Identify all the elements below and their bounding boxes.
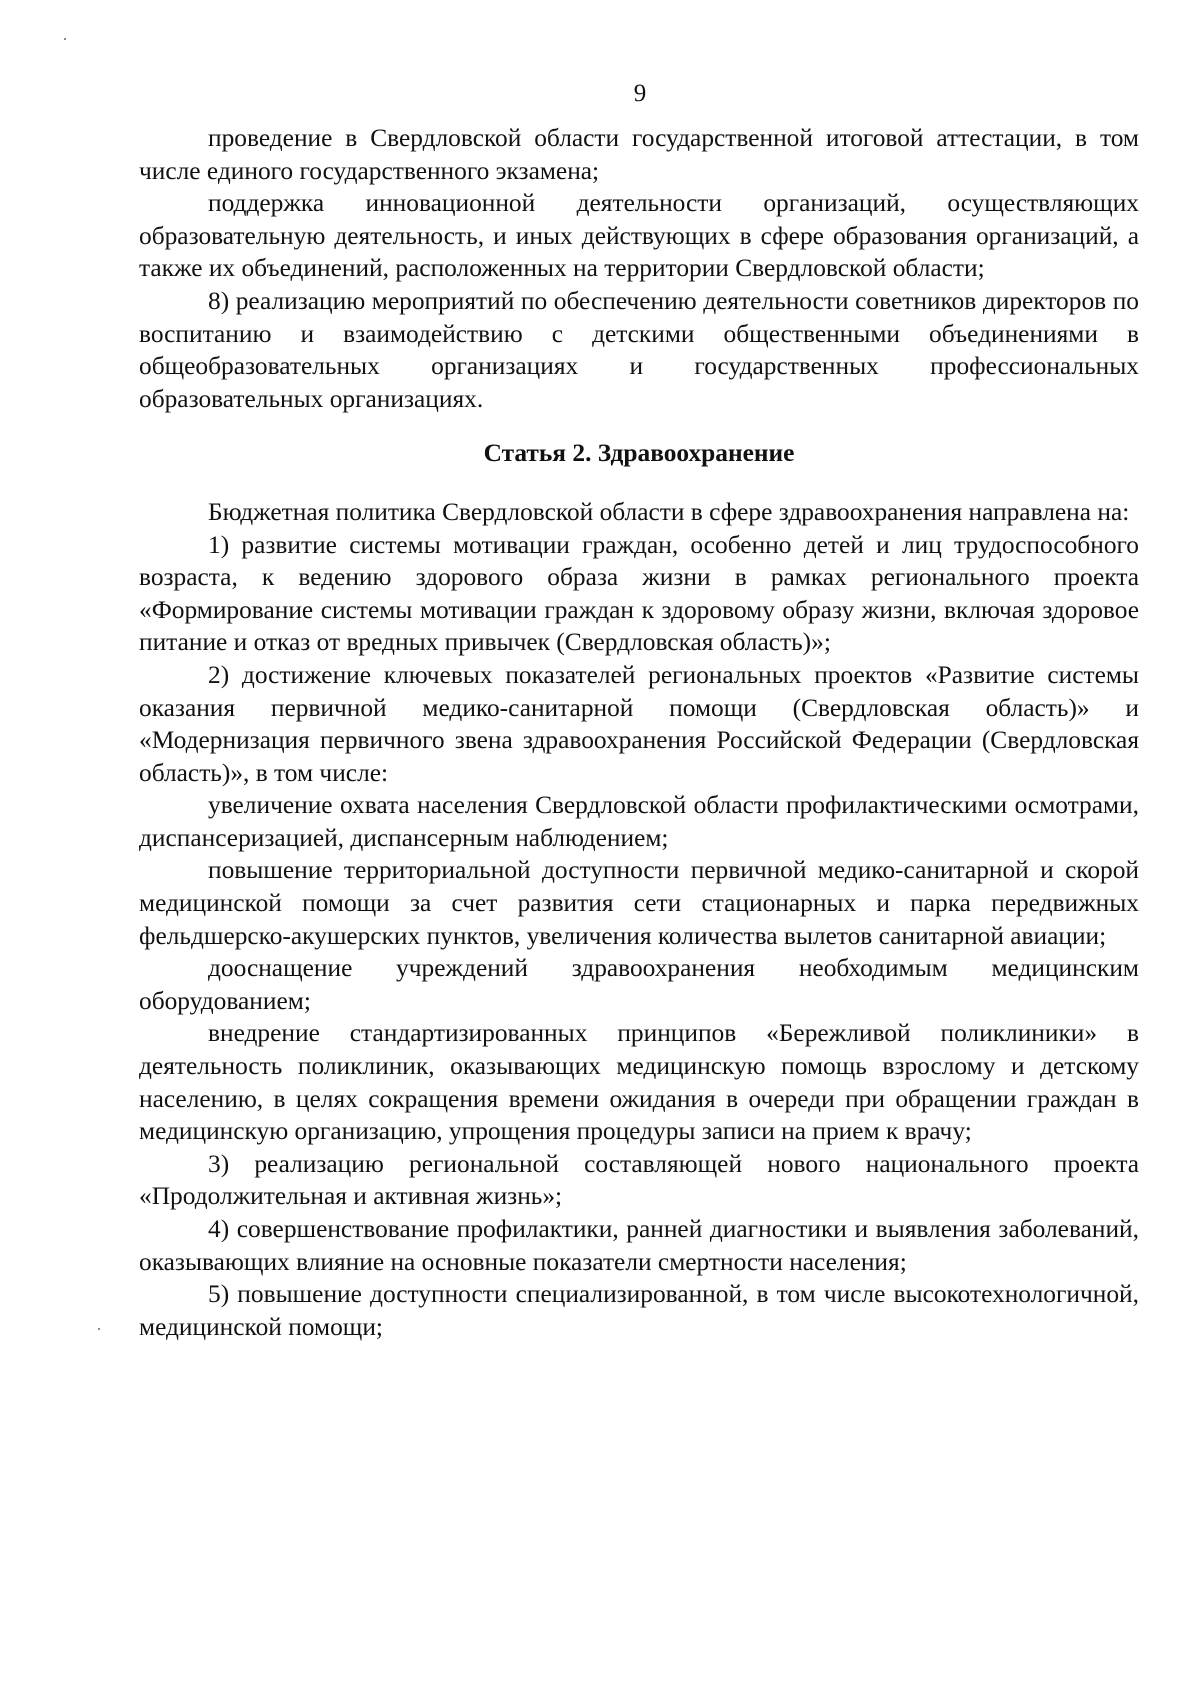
paragraph: 2) достижение ключевых показателей региональных проектов «Развитие системы оказания первичной медико-санитарной помощи (Свердловская область)» и «Модернизация первичного звена здравоохранения Российской Федерации (Свердловская область)», в том числе: (139, 660, 1139, 787)
paragraph: внедрение стандартизированных принципов «Бережливой поликлиники» в деятельность поликлиник, оказывающих медицинскую помощь взрослому и детскому населению, в целях сокращения времени ожидания в очереди при обращении граждан в медицинскую организацию, упрощения процедуры записи на прием к врачу; (139, 1019, 1139, 1146)
article-heading: Статья 2. Здравоохранение (483, 439, 795, 468)
paragraph: 1) развитие системы мотивации граждан, особенно детей и лиц трудоспособного возраста, к ведению здорового образа жизни в рамках регионального проекта «Формирование системы мотивации граждан к здоровому образу жизни, включая здоровое питание и отказ от вредных привычек (Свердловская область)»; (139, 530, 1139, 657)
paragraph: дооснащение учреждений здравоохранения необходимым медицинским оборудованием; (139, 954, 1139, 1015)
paragraph: проведение в Свердловской области государственной итоговой аттестации, в том числе единого государственного экзамена; (139, 124, 1139, 185)
paragraph: увеличение охвата населения Свердловской области профилактическими осмотрами, диспансеризацией, диспансерным наблюдением; (139, 791, 1139, 852)
page-number: 9 (633, 80, 647, 107)
paragraph: повышение территориальной доступности первичной медико-санитарной и скорой медицинской помощи за счет развития сети стационарных и парка передвижных фельдшерско-акушерских пунктов, увеличения количества вылетов санитарной авиации; (139, 856, 1139, 950)
paragraph: 8) реализацию мероприятий по обеспечению деятельности советников директоров по воспитанию и взаимодействию с детскими общественными объединениями в общеобразовательных организациях и государственных профессиональных образовательных организациях. (139, 286, 1139, 413)
paragraph: 4) совершенствование профилактики, ранней диагностики и выявления заболеваний, оказывающих влияние на основные показатели смертности населения; (139, 1215, 1139, 1276)
scan-dot (64, 38, 66, 40)
paragraph: 5) повышение доступности специализированной, в том числе высокотехнологичной, медицинской помощи; (139, 1280, 1139, 1341)
paragraph: Бюджетная политика Свердловской области в сфере здравоохранения направлена на: (208, 497, 1130, 526)
document-body (139, 122, 1139, 1343)
paragraph: поддержка инновационной деятельности организаций, осуществляющих образовательную деятельность, и иных действующих в сфере образования организаций, а также их объединений, расположенных на территории Свердловской области; (139, 189, 1139, 283)
paragraph: 3) реализацию региональной составляющей нового национального проекта «Продолжительная и активная жизнь»; (139, 1149, 1139, 1211)
scan-dot (98, 1328, 100, 1330)
